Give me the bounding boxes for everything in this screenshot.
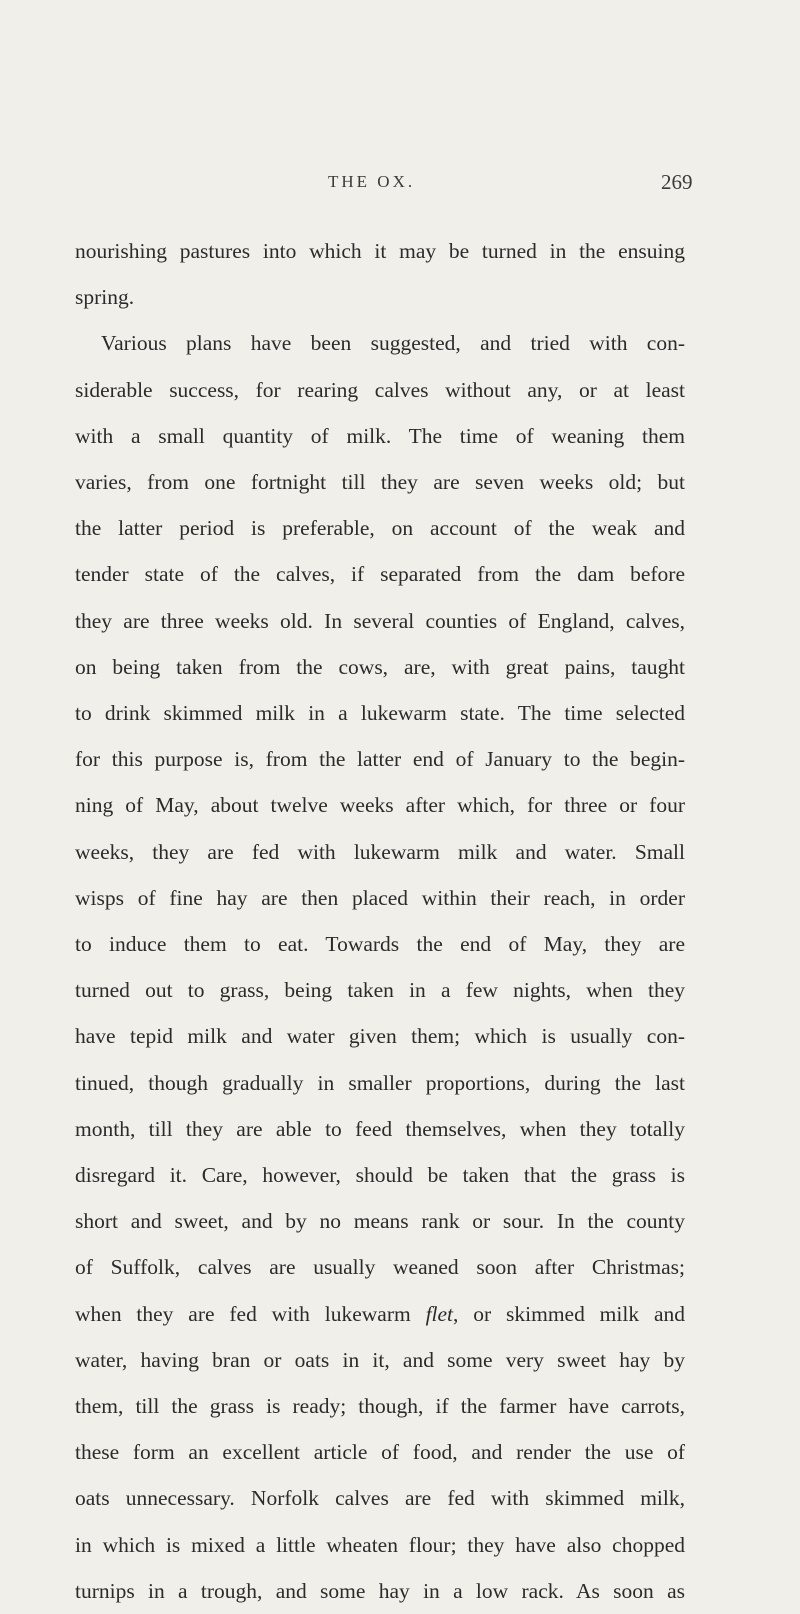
text-line: for this purpose is, from the latter end of January to the begin-: [75, 747, 685, 772]
text-line: have tepid milk and water given them; which is usually con-: [75, 1024, 685, 1049]
text-line: in which is mixed a little wheaten flour; they have also chopped: [75, 1532, 685, 1557]
text-line: ning of May, about twelve weeks after which, for three or four: [75, 793, 685, 818]
text-line: water, having bran or oats in it, and some very sweet hay by: [75, 1347, 685, 1372]
text-line: them, till the grass is ready; though, if the farmer have carrots,: [75, 1394, 685, 1419]
text-line: siderable success, for rearing calves without any, or at least: [75, 377, 685, 402]
text-line: the latter period is preferable, on account of the weak and: [75, 516, 685, 541]
text-line: these form an excellent article of food, and render the use of: [75, 1440, 685, 1465]
text-line: short and sweet, and by no means rank or sour. In the county: [75, 1209, 685, 1234]
text-line: weeks, they are fed with lukewarm milk and water. Small: [75, 839, 685, 864]
text-line: tender state of the calves, if separated from the dam before: [75, 562, 685, 587]
text-line: spring.: [75, 285, 135, 310]
running-title: THE OX.: [328, 172, 416, 191]
text-line: wisps of fine hay are then placed within their reach, in order: [75, 885, 685, 910]
text-segment: when they are fed with lukewarm: [75, 1301, 426, 1326]
text-line: tinued, though gradually in smaller proportions, during the last: [75, 1070, 685, 1095]
body-text: [75, 228, 685, 1614]
text-line: varies, from one fortnight till they are seven weeks old; but: [75, 470, 685, 495]
text-segment: , or skimmed milk and: [453, 1301, 685, 1326]
text-line: to drink skimmed milk in a lukewarm state. The time selected: [75, 701, 685, 726]
text-line: turnips in a trough, and some hay in a low rack. As soon as: [75, 1578, 685, 1603]
text-line: to induce them to eat. Towards the end of May, they are: [75, 932, 685, 957]
text-line: turned out to grass, being taken in a few nights, when they: [75, 978, 685, 1003]
text-line: with a small quantity of milk. The time of weaning them: [75, 423, 685, 448]
text-line: month, till they are able to feed themselves, when they totally: [75, 1116, 685, 1141]
text-line: disregard it. Care, however, should be taken that the grass is: [75, 1163, 685, 1188]
text-line: oats unnecessary. Norfolk calves are fed with skimmed milk,: [75, 1486, 685, 1511]
page-header: [0, 172, 800, 202]
text-line: nourishing pastures into which it may be turned in the ensuing: [75, 239, 685, 263]
text-line: of Suffolk, calves are usually weaned soon after Christmas;: [75, 1255, 685, 1280]
italic-word: flet: [425, 1301, 454, 1326]
text-line: Various plans have been suggested, and tried with con-: [101, 331, 685, 356]
text-line-with-italic: [75, 1291, 685, 1337]
page-number: 269: [661, 170, 693, 194]
text-line: on being taken from the cows, are, with great pains, taught: [75, 654, 685, 679]
text-line: they are three weeks old. In several counties of England, calves,: [75, 608, 685, 633]
